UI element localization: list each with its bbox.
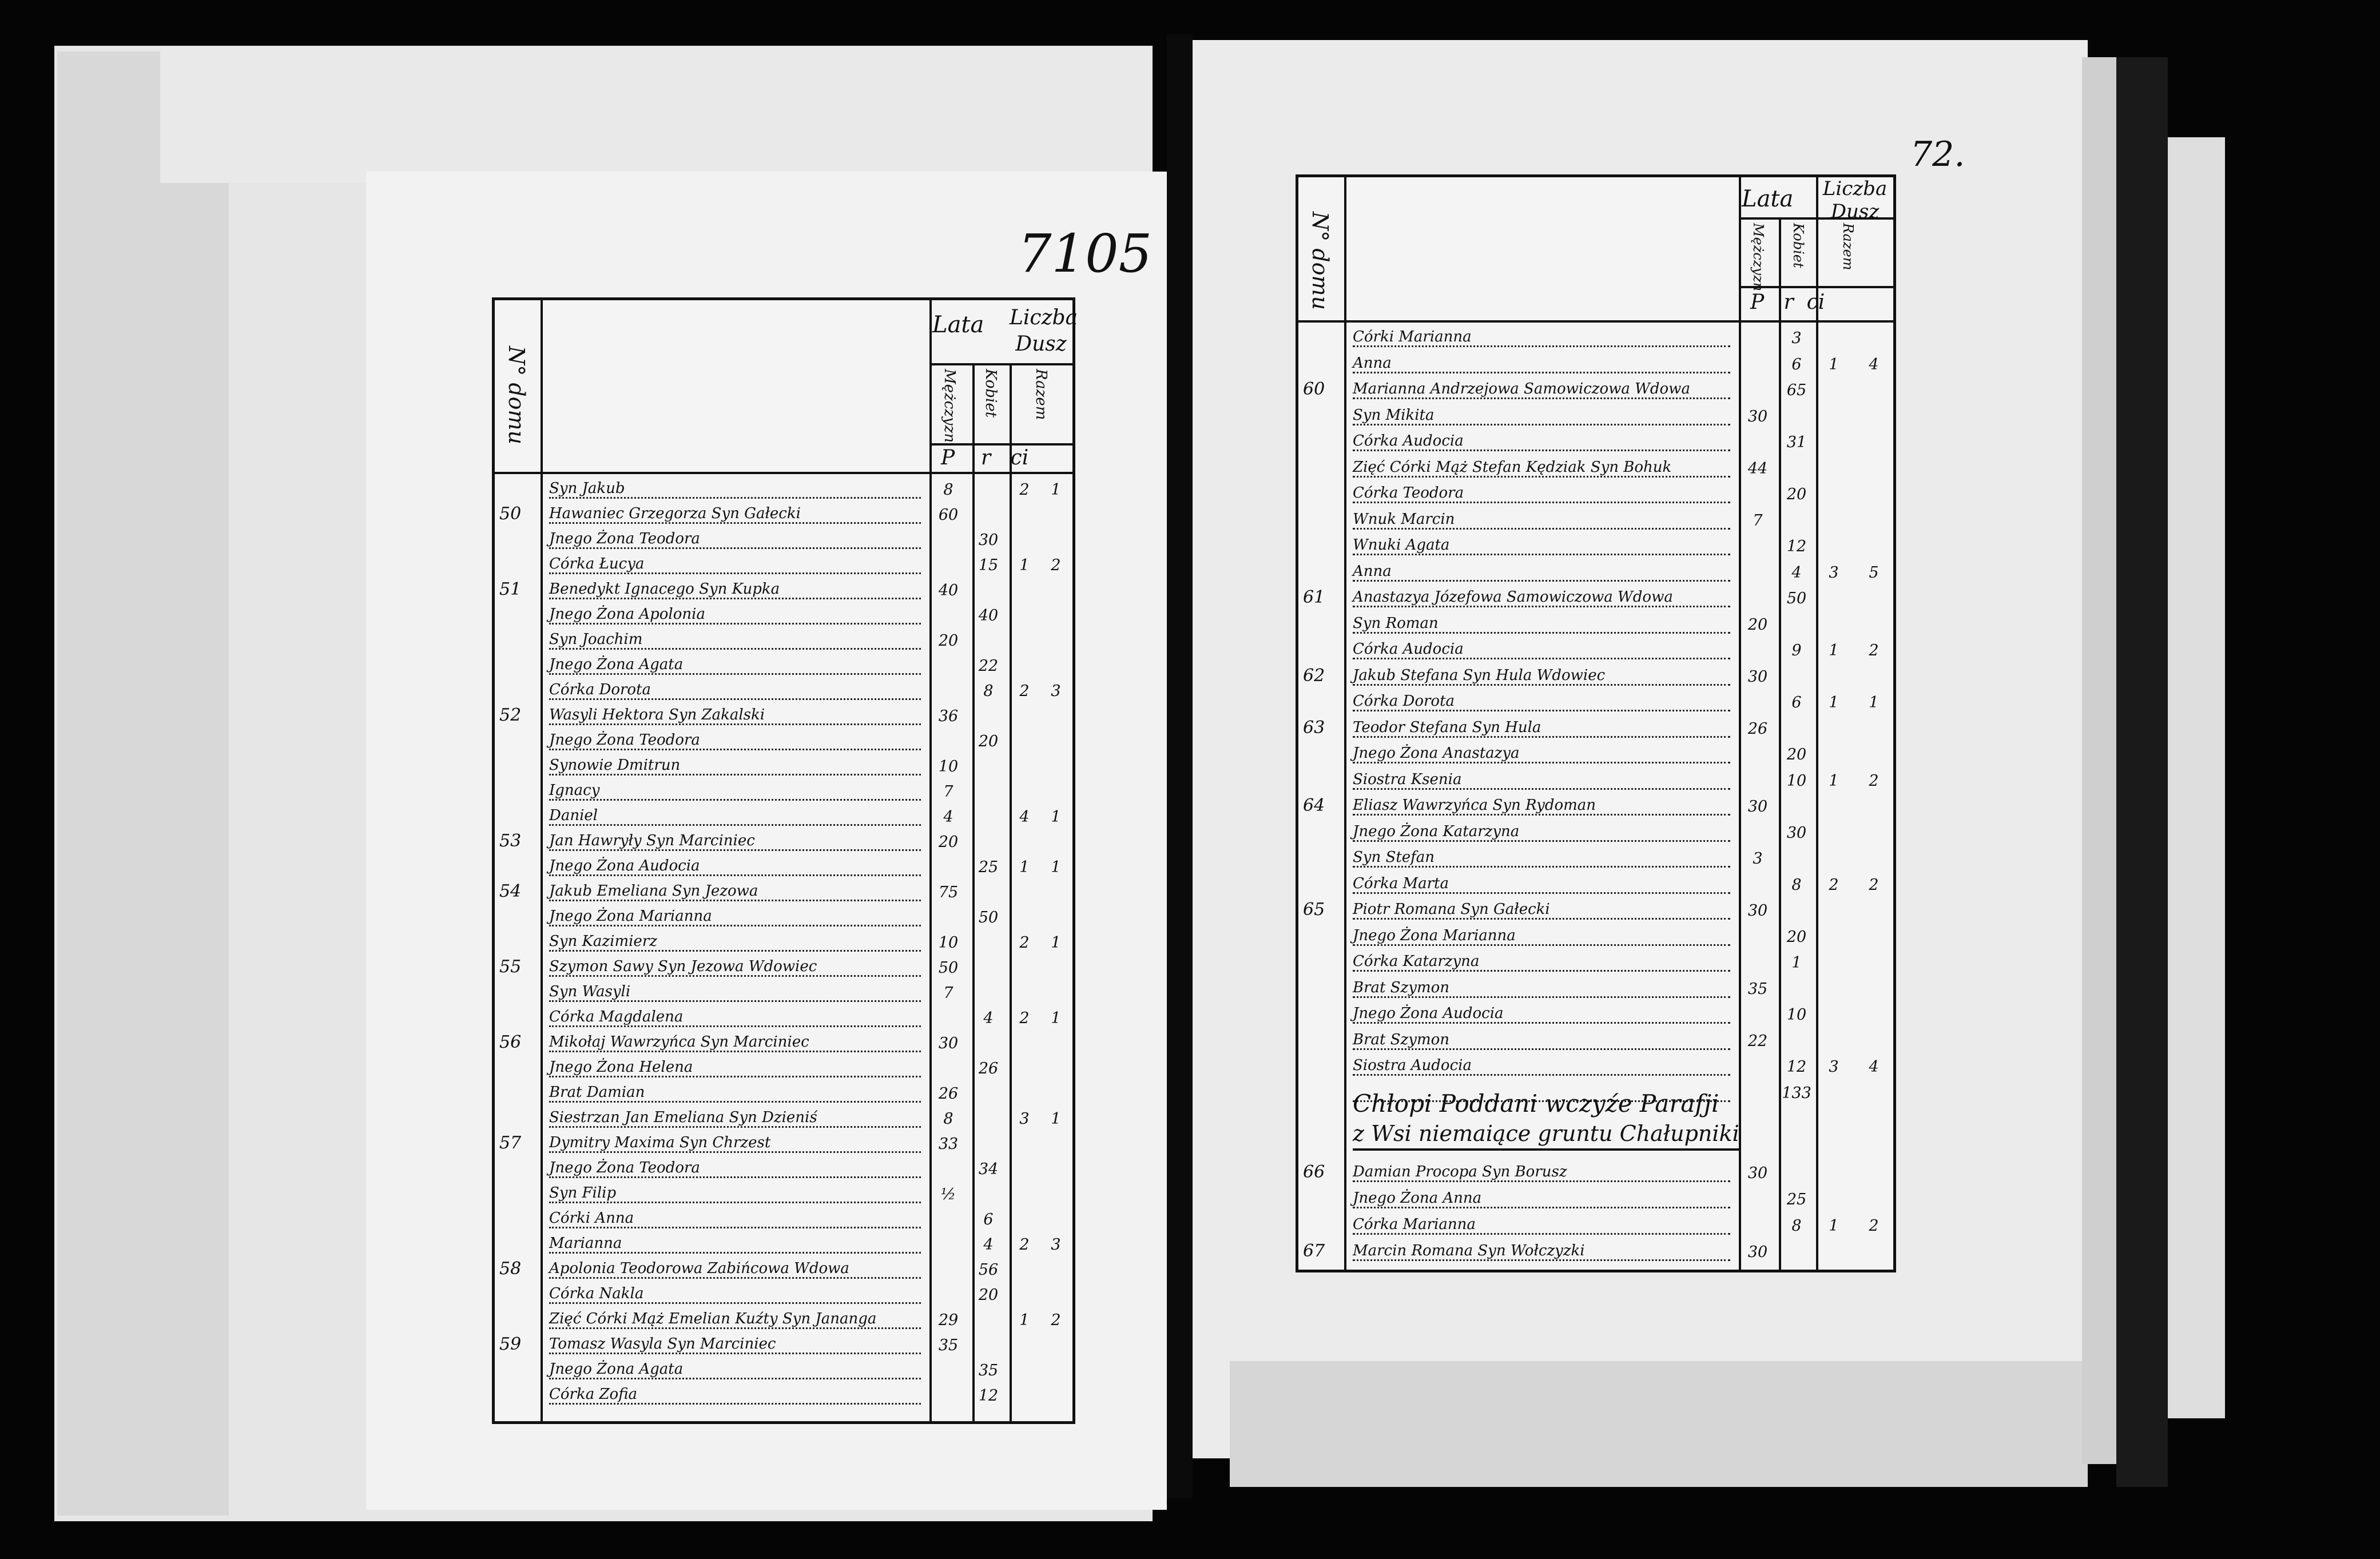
count-col1: 2 [1019, 682, 1030, 700]
person-entry: Syn Wasyli [549, 983, 921, 1002]
person-entry: Damian Procopa Syn Borusz [1353, 1163, 1730, 1182]
book-gutter [1167, 34, 1193, 1498]
ledger-row [495, 1355, 1072, 1381]
person-entry: Syn Roman [1353, 615, 1730, 634]
ledger-row [495, 651, 1072, 676]
ledger-row [495, 978, 1072, 1003]
book-spine-right [2116, 57, 2168, 1487]
left-kobiet-header: Kobiet [982, 369, 999, 418]
person-entry: Teodor Stefana Syn Hula [1353, 719, 1730, 738]
ledger-row [495, 902, 1072, 928]
age-female: 26 [978, 1060, 999, 1077]
person-entry: Córka Marta [1353, 875, 1730, 894]
count-col2: 2 [1051, 556, 1061, 574]
ledger-row [495, 802, 1072, 827]
right-kobiet-header: Kobiet [1790, 223, 1806, 268]
count-col1: 1 [1829, 1217, 1839, 1235]
left-book-page-upper [160, 46, 1150, 183]
count-col1: 1 [1019, 556, 1030, 574]
ledger-row [1298, 531, 1893, 556]
ledger-row [495, 1204, 1072, 1230]
count-col1: 3 [1019, 1110, 1030, 1128]
count-col1: 2 [1019, 1236, 1030, 1254]
person-entry: Zięć Córki Mąż Emelian Kuźty Syn Jananga [549, 1310, 921, 1329]
ledger-row [1298, 1211, 1893, 1236]
ledger-row [495, 525, 1072, 550]
age-female: 3 [1791, 329, 1802, 347]
count-col1: 2 [1019, 1009, 1030, 1027]
right-razem-header: Razem [1840, 223, 1856, 271]
age-female: 8 [1791, 876, 1802, 894]
ledger-row [495, 1053, 1072, 1079]
age-female: 6 [983, 1211, 994, 1228]
count-col1: 2 [1829, 876, 1839, 894]
row-number: 54 [499, 881, 522, 901]
person-entry: Daniel [549, 807, 921, 826]
age-female: 30 [978, 531, 999, 549]
person-entry: Jnego Żona Audocia [1353, 1005, 1730, 1024]
ledger-row [495, 1028, 1072, 1053]
ledger-row [495, 1305, 1072, 1330]
person-entry: Jnego Żona Helena [549, 1059, 921, 1077]
ledger-row [1298, 375, 1893, 400]
ledger-row [495, 1129, 1072, 1154]
age-male: 40 [938, 582, 959, 599]
right-lata-header: Lata [1742, 186, 1794, 212]
count-col2: 3 [1051, 682, 1061, 700]
ledger-row [1298, 1026, 1893, 1051]
count-col2: 2 [1869, 876, 1879, 894]
ledger-row [495, 500, 1072, 525]
age-female: 20 [1786, 928, 1807, 946]
left-page-number: 7105 [1018, 223, 1153, 284]
ledger-row [1298, 506, 1893, 531]
person-entry: Tomasz Wasyla Syn Marciniec [549, 1335, 921, 1354]
age-male: 35 [1747, 980, 1768, 998]
person-entry: Zięć Córki Mąż Stefan Kędziak Syn Bohuk [1353, 459, 1730, 478]
left-letters-header: P r ci [941, 446, 1029, 470]
count-col2: 1 [1051, 934, 1061, 952]
age-male: 3 [1753, 850, 1763, 868]
count-col1: 1 [1829, 355, 1839, 373]
right-page-far-edge [2168, 137, 2225, 1418]
age-female: 1 [1791, 954, 1802, 972]
age-female: 8 [983, 682, 994, 700]
ledger-row [1298, 896, 1893, 921]
ledger-row [495, 1079, 1072, 1104]
person-entry: Jnego Żona Anna [1353, 1190, 1730, 1208]
right-letters-header: P r ci [1750, 291, 1825, 314]
person-entry: Hawaniec Grzegorza Syn Gałecki [549, 505, 921, 524]
ledger-row [1298, 1158, 1893, 1183]
ledger-row [1298, 454, 1893, 479]
count-col1: 4 [1019, 808, 1030, 826]
row-number: 62 [1303, 665, 1325, 686]
person-entry: Jnego Żona Teodora [549, 1159, 921, 1178]
age-male: 30 [1747, 667, 1768, 686]
age-male: 50 [938, 959, 959, 977]
person-entry: Marcin Romana Syn Wołczyzki [1353, 1242, 1730, 1261]
age-female: 35 [978, 1362, 999, 1379]
age-female: 20 [978, 1286, 999, 1304]
ledger-row [1298, 844, 1893, 869]
age-male: 30 [1747, 1243, 1768, 1261]
age-female: 6 [1791, 694, 1802, 711]
age-female: 9 [1791, 642, 1802, 659]
row-number: 58 [499, 1259, 522, 1279]
person-entry: Szymon Sawy Syn Jezowa Wdowiec [549, 958, 921, 977]
age-male: 8 [943, 1110, 953, 1128]
person-entry: Syn Stefan [1353, 849, 1730, 868]
row-number: 57 [499, 1133, 522, 1153]
ledger-row [1298, 1237, 1893, 1262]
ledger-row [495, 1104, 1072, 1129]
age-female: 65 [1786, 381, 1807, 399]
person-entry: Córka Dorota [549, 681, 921, 700]
person-entry: Apolonia Teodorowa Zabińcowa Wdowa [549, 1260, 921, 1279]
person-entry: Piotr Romana Syn Gałecki [1353, 901, 1730, 920]
person-entry: Dymitry Maxima Syn Chrzest [549, 1134, 921, 1153]
row-number: 66 [1303, 1162, 1325, 1182]
age-female: 50 [1786, 590, 1807, 607]
age-female: 25 [978, 858, 999, 876]
count-col2: 2 [1051, 1311, 1061, 1329]
person-entry: Jnego Żona Anastazya [1353, 745, 1730, 763]
row-number: 64 [1303, 796, 1325, 816]
ledger-row [1298, 922, 1893, 947]
age-female: 20 [1786, 746, 1807, 763]
ledger-row [495, 1179, 1072, 1204]
age-female: 31 [1786, 434, 1807, 451]
count-col2: 2 [1869, 1217, 1879, 1235]
person-entry: Jnego Żona Teodora [549, 731, 921, 750]
ledger-row [495, 475, 1072, 500]
person-entry: Syn Jakub [549, 480, 921, 499]
person-entry: Ignacy [549, 782, 921, 801]
ledger-row [1298, 635, 1893, 661]
person-entry: Córka Dorota [1353, 693, 1730, 711]
age-male: 20 [938, 632, 959, 650]
age-female: 56 [978, 1261, 999, 1279]
age-male: 8 [943, 481, 953, 499]
person-entry: Mikołaj Wawrzyńca Syn Marciniec [549, 1033, 921, 1052]
age-female: 6 [1791, 355, 1802, 373]
ledger-row [495, 777, 1072, 802]
left-lata-header: Lata [932, 312, 984, 338]
age-male: 33 [938, 1135, 959, 1153]
person-entry: Córka Marianna [1353, 1216, 1730, 1235]
ledger-row [495, 751, 1072, 777]
person-entry: Brat Damian [549, 1084, 921, 1103]
age-female: 133 [1782, 1084, 1811, 1102]
count-col2: 1 [1051, 481, 1061, 499]
person-entry: Anastazya Józefowa Samowiczowa Wdowa [1353, 588, 1730, 607]
count-col1: 1 [1019, 1311, 1030, 1329]
ledger-row [495, 701, 1072, 726]
person-entry: Anna [1353, 355, 1730, 373]
row-number: 55 [499, 957, 522, 977]
person-entry: Córki Marianna [1353, 328, 1730, 347]
section-title-line1: Chłopi Poddani wczyźe Parafji [1353, 1089, 1719, 1117]
count-col1: 3 [1829, 563, 1839, 582]
ledger-row [1298, 427, 1893, 452]
left-col-number-header: N° domu [504, 346, 529, 445]
count-col1: 2 [1019, 934, 1030, 952]
ledger-row [495, 626, 1072, 651]
person-entry: Córki Anna [549, 1210, 921, 1228]
age-female: 12 [1786, 1058, 1807, 1076]
person-entry: Syn Filip [549, 1184, 921, 1203]
person-entry: Brat Szymon [1353, 1031, 1730, 1050]
age-female: 20 [978, 733, 999, 750]
count-col1: 1 [1829, 642, 1839, 659]
person-entry: Córka Katarzyna [1353, 953, 1730, 972]
count-col1: 2 [1019, 481, 1030, 499]
row-number: 50 [499, 504, 522, 524]
age-female: 22 [978, 657, 999, 675]
ledger-row [1298, 974, 1893, 999]
person-entry: Marianna Andrzejowa Samowiczowa Wdowa [1353, 380, 1730, 399]
person-entry: Jnego Żona Agata [549, 1361, 921, 1379]
age-female: 40 [978, 607, 999, 625]
row-number: 65 [1303, 900, 1325, 920]
person-entry: Jnego Żona Marianna [1353, 927, 1730, 946]
right-page-right-edge [2082, 57, 2116, 1464]
age-male: 7 [943, 783, 953, 801]
row-number: 51 [499, 579, 522, 599]
ledger-row [495, 827, 1072, 852]
ledger-row [1298, 401, 1893, 427]
person-entry: Jnego Żona Marianna [549, 908, 921, 926]
person-entry: Wasyli Hektora Syn Zakalski [549, 706, 921, 725]
person-entry: Wnuki Agata [1353, 536, 1730, 555]
person-entry: Brat Szymon [1353, 979, 1730, 998]
count-col2: 4 [1869, 355, 1879, 373]
person-entry: Syn Mikita [1353, 407, 1730, 425]
age-male: 26 [938, 1085, 959, 1103]
row-number: 67 [1303, 1241, 1325, 1261]
age-male: 30 [1747, 407, 1768, 425]
person-entry: Córka Nakla [549, 1285, 921, 1304]
age-male: 10 [938, 758, 959, 775]
ledger-row [495, 1003, 1072, 1028]
age-female: 12 [1786, 538, 1807, 555]
count-col2: 1 [1051, 808, 1061, 826]
person-entry: Jakub Stefana Syn Hula Wdowiec [1353, 667, 1730, 686]
person-entry: Syn Joachim [549, 631, 921, 650]
ledger-row [495, 1154, 1072, 1179]
person-entry: Jakub Emeliana Syn Jezowa [549, 882, 921, 901]
ledger-row [1298, 610, 1893, 635]
ledger-row [495, 852, 1072, 877]
count-col2: 1 [1051, 858, 1061, 876]
age-male: 7 [943, 984, 953, 1002]
ledger-row [1298, 792, 1893, 817]
ledger-row [1298, 349, 1893, 375]
age-male: 35 [938, 1337, 959, 1354]
count-col2: 2 [1869, 642, 1879, 659]
ledger-row [495, 1381, 1072, 1406]
ledger-row [1298, 583, 1893, 609]
person-entry: Benedykt Ignacego Syn Kupka [549, 580, 921, 599]
age-female: 30 [1786, 824, 1807, 842]
ledger-row [1298, 1000, 1893, 1025]
person-entry: Siestrzan Jan Emeliana Syn Dzieniś [549, 1109, 921, 1128]
left-ledger-table [492, 297, 1078, 1424]
person-entry: Jnego Żona Katarzyna [1353, 823, 1730, 842]
count-col2: 1 [1051, 1110, 1061, 1128]
age-male: 26 [1747, 719, 1768, 738]
row-number: 52 [499, 705, 522, 725]
count-col2: 5 [1869, 563, 1879, 582]
age-male: 4 [943, 808, 953, 826]
ledger-row [1298, 1184, 1893, 1210]
person-entry: Synowie Dmitrun [549, 757, 921, 775]
age-male: 60 [938, 506, 959, 524]
person-entry: Jnego Żona Apolonia [549, 606, 921, 625]
ledger-row [1298, 558, 1893, 583]
ledger-row [1298, 739, 1893, 765]
left-mezczyzn-header: Mężczyzn [941, 369, 958, 443]
age-male: 10 [938, 934, 959, 952]
section-title-line2: z Wsi niemaiące gruntu Chałupniki [1353, 1121, 1739, 1151]
age-male: 30 [1747, 798, 1768, 816]
left-razem-header: Razem [1032, 369, 1050, 420]
left-liczba-dusz-header: Liczba Dusz [1010, 306, 1078, 356]
ledger-row [495, 575, 1072, 600]
person-entry: Córka Audocia [1353, 432, 1730, 451]
count-col2: 1 [1051, 1009, 1061, 1027]
row-number: 60 [1303, 379, 1325, 399]
right-page-bottom-edge [1230, 1361, 2088, 1487]
right-col-number-header: N° domu [1308, 212, 1333, 311]
row-number: 56 [499, 1032, 522, 1052]
ledger-row [495, 550, 1072, 575]
ledger-row [1298, 948, 1893, 973]
ledger-row [495, 928, 1072, 953]
person-entry: Córka Magdalena [549, 1008, 921, 1027]
person-entry: Jnego Żona Audocia [549, 857, 921, 876]
right-mezczyzn-header: Mężczyzn [1750, 223, 1766, 292]
right-page-number: 72. [1910, 134, 1965, 174]
age-female: 4 [983, 1236, 994, 1254]
person-entry: Córka Łucya [549, 555, 921, 574]
age-female: 10 [1786, 771, 1807, 790]
person-entry: Siostra Audocia [1353, 1057, 1730, 1076]
ledger-row [495, 726, 1072, 751]
ledger-row [1298, 662, 1893, 687]
right-ledger-table [1296, 174, 1896, 1272]
person-entry: Jnego Żona Agata [549, 656, 921, 675]
count-col2: 2 [1869, 771, 1879, 790]
person-entry: Eliasz Wawrzyńca Syn Rydoman [1353, 797, 1730, 816]
ledger-row [1298, 1052, 1893, 1077]
ledger-row [1298, 870, 1893, 895]
age-male: 30 [1747, 902, 1768, 920]
count-col2: 3 [1051, 1236, 1061, 1254]
ledger-row [1298, 323, 1893, 348]
age-female: 4 [1791, 563, 1802, 582]
count-col1: 1 [1829, 694, 1839, 711]
ledger-row [495, 877, 1072, 902]
age-male: ½ [940, 1186, 956, 1203]
ledger-row [495, 1230, 1072, 1255]
age-male: 22 [1747, 1032, 1768, 1050]
age-female: 20 [1786, 486, 1807, 503]
left-book-page-edge [57, 51, 229, 1516]
ledger-row [1298, 479, 1893, 504]
count-col2: 1 [1869, 694, 1879, 711]
person-entry: Jan Hawryły Syn Marciniec [549, 832, 921, 851]
ledger-row [495, 600, 1072, 626]
ledger-row [495, 1255, 1072, 1280]
age-female: 25 [1786, 1191, 1807, 1208]
person-entry: Wnuk Marcin [1353, 511, 1730, 530]
person-entry: Córka Audocia [1353, 641, 1730, 659]
ledger-row [495, 1330, 1072, 1355]
right-liczba-dusz-header: Liczba Dusz [1822, 177, 1888, 223]
age-male: 20 [938, 833, 959, 851]
person-entry: Syn Kazimierz [549, 933, 921, 952]
age-male: 36 [938, 707, 959, 725]
age-male: 20 [1747, 615, 1768, 634]
age-female: 12 [978, 1387, 999, 1405]
person-entry: Córka Zofia [549, 1386, 921, 1405]
ledger-row [495, 676, 1072, 701]
age-female: 4 [983, 1009, 994, 1027]
count-col1: 1 [1019, 858, 1030, 876]
age-male: 7 [1753, 511, 1763, 530]
row-number: 59 [499, 1334, 522, 1354]
count-col2: 4 [1869, 1058, 1879, 1076]
ledger-row [1298, 687, 1893, 713]
age-female: 34 [978, 1160, 999, 1178]
person-entry: Jnego Żona Teodora [549, 530, 921, 549]
ledger-row [495, 953, 1072, 978]
age-female: 15 [978, 556, 999, 574]
row-number: 63 [1303, 717, 1325, 738]
person-entry: Córka Teodora [1353, 484, 1730, 503]
ledger-row [1298, 714, 1893, 739]
age-female: 8 [1791, 1217, 1802, 1235]
person-entry: Anna [1353, 563, 1730, 582]
person-entry: Siostra Ksenia [1353, 771, 1730, 790]
row-number: 61 [1303, 587, 1325, 607]
age-male: 75 [938, 884, 959, 901]
age-female: 10 [1786, 1006, 1807, 1024]
ledger-row [495, 1280, 1072, 1305]
count-col1: 1 [1829, 771, 1839, 790]
age-male: 44 [1747, 459, 1768, 478]
ledger-row [1298, 818, 1893, 843]
age-male: 30 [938, 1035, 959, 1052]
age-male: 29 [938, 1311, 959, 1329]
ledger-row [1298, 766, 1893, 791]
age-female: 50 [978, 909, 999, 926]
row-number: 53 [499, 831, 522, 851]
age-male: 30 [1747, 1164, 1768, 1182]
count-col1: 3 [1829, 1058, 1839, 1076]
person-entry: Marianna [549, 1235, 921, 1254]
